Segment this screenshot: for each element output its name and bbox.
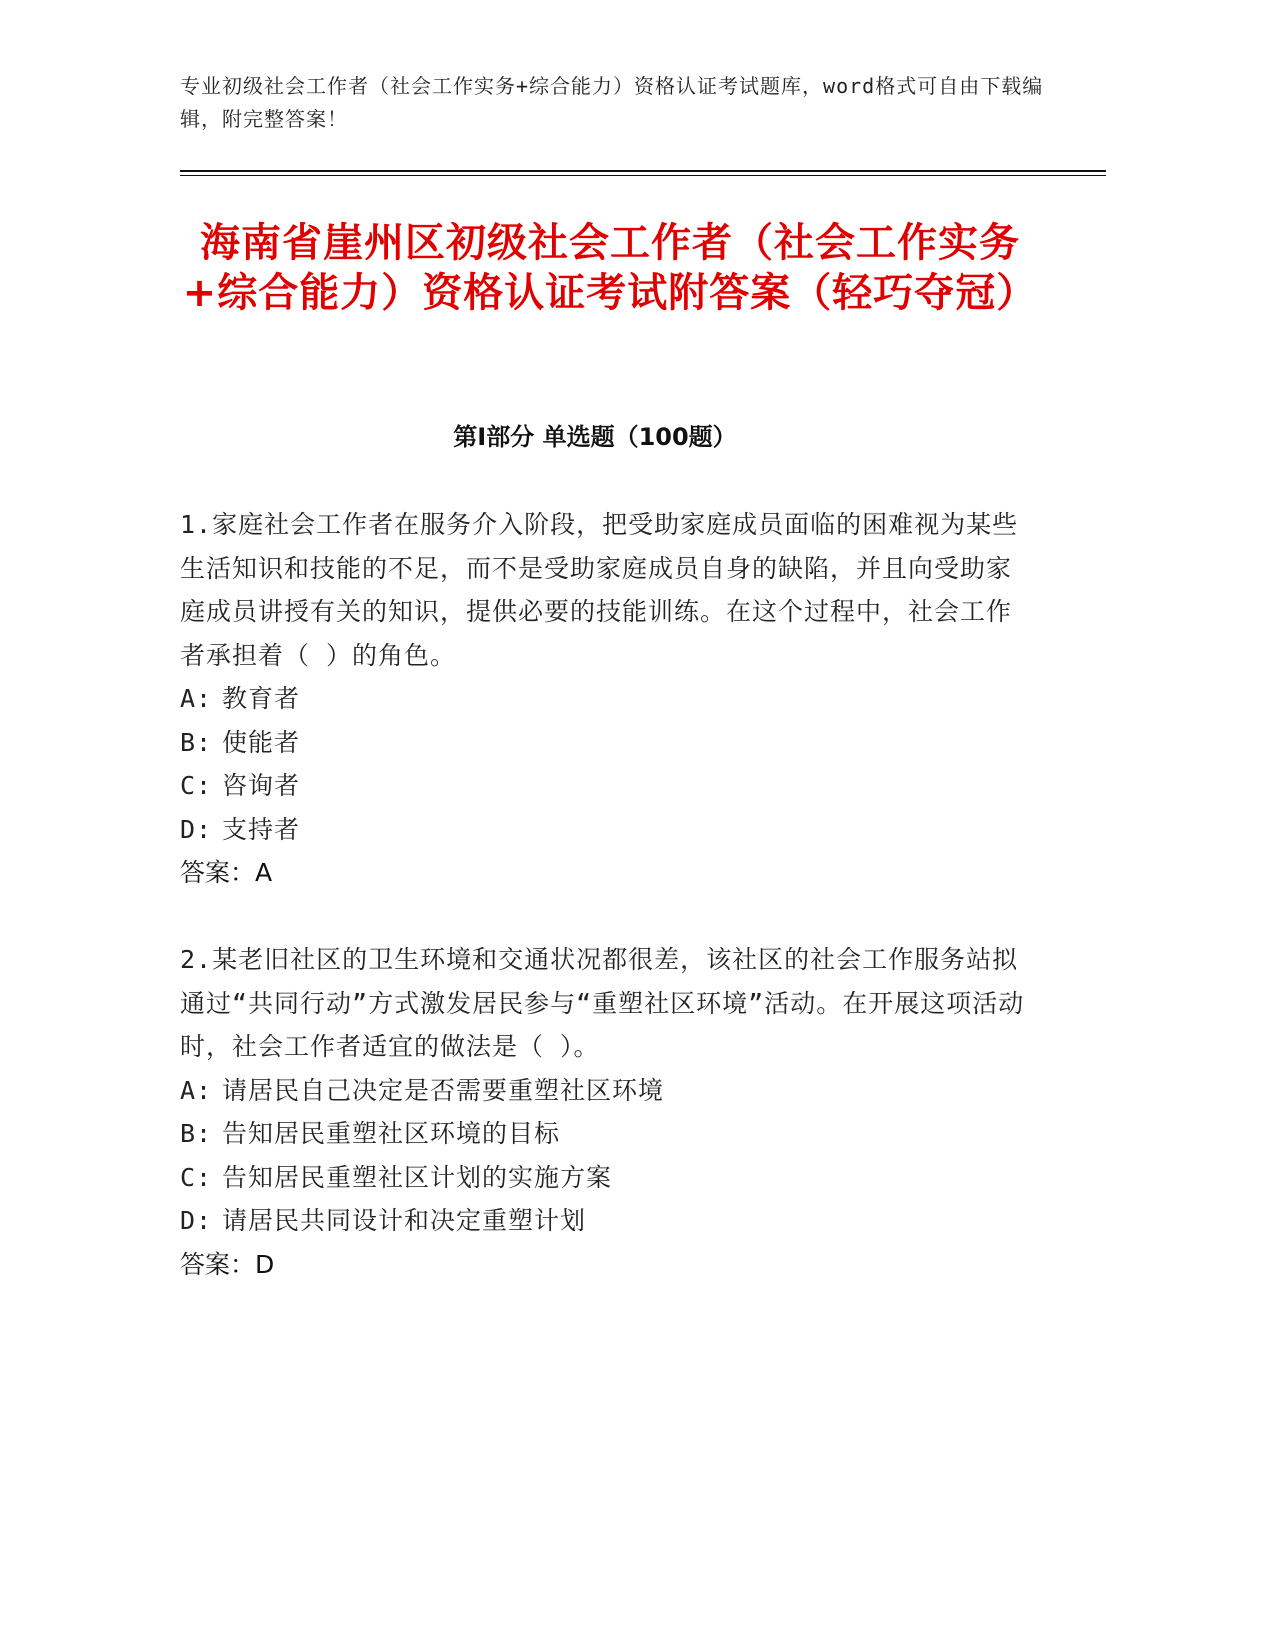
question-1: [180, 503, 1030, 895]
option-text: 支持者: [222, 814, 301, 844]
document-header-note: 专业初级社会工作者（社会工作实务+综合能力）资格认证考试题库，word格式可自由下载编辑，附完整答案！: [180, 74, 1044, 131]
option-text: 使能者: [222, 727, 301, 757]
answer-line: 答案：D: [180, 1249, 275, 1279]
option-text: 请居民共同设计和决定重塑计划: [222, 1206, 587, 1235]
option-letter: D:: [180, 814, 213, 844]
option-b: [180, 721, 1030, 765]
option-letter: B:: [180, 1119, 213, 1148]
option-c: [180, 764, 1030, 808]
answer-line: 答案：A: [180, 858, 273, 887]
option-text: 告知居民重塑社区计划的实施方案: [222, 1162, 613, 1192]
option-letter: D:: [180, 1206, 213, 1235]
option-text: 请居民自己决定是否需要重塑社区环境: [222, 1075, 665, 1105]
header-divider-thin: [180, 175, 1106, 176]
question-2: [180, 938, 1030, 1286]
option-text: 告知居民重塑社区环境的目标: [222, 1119, 561, 1148]
header-divider-thick: [180, 170, 1106, 172]
document-title: 海南省崖州区初级社会工作者（社会工作实务+综合能力）资格认证考试附答案（轻巧夺冠）: [182, 220, 1038, 316]
option-letter: A:: [180, 684, 213, 713]
option-d: [180, 808, 1030, 852]
option-b: [180, 1112, 1030, 1156]
option-letter: C:: [180, 771, 213, 800]
option-letter: C:: [180, 1162, 213, 1192]
option-c: [180, 1156, 1030, 1200]
option-text: 咨询者: [222, 771, 301, 800]
option-letter: B:: [180, 727, 213, 757]
option-letter: A:: [180, 1075, 213, 1105]
option-d: [180, 1199, 1030, 1243]
option-a: [180, 677, 1030, 721]
option-text: 教育者: [222, 684, 301, 713]
option-a: [180, 1069, 1030, 1113]
question-stem: 1.家庭社会工作者在服务介入阶段，把受助家庭成员面临的困难视为某些生活知识和技能的不足，而不是受助家庭成员自身的缺陷，并且向受助家庭成员讲授有关的知识，提供必要的技能训练。在这个过程中，社会工作者承担着（ ）的角色。: [180, 510, 1019, 670]
section-heading: 第I部分 单选题（100题）: [453, 423, 737, 451]
question-stem: 2.某老旧社区的卫生环境和交通状况都很差，该社区的社会工作服务站拟通过“共同行动”方式激发居民参与“重塑社区环境”活动。在开展这项活动时，社会工作者适宜的做法是（ ）。: [180, 945, 1025, 1061]
